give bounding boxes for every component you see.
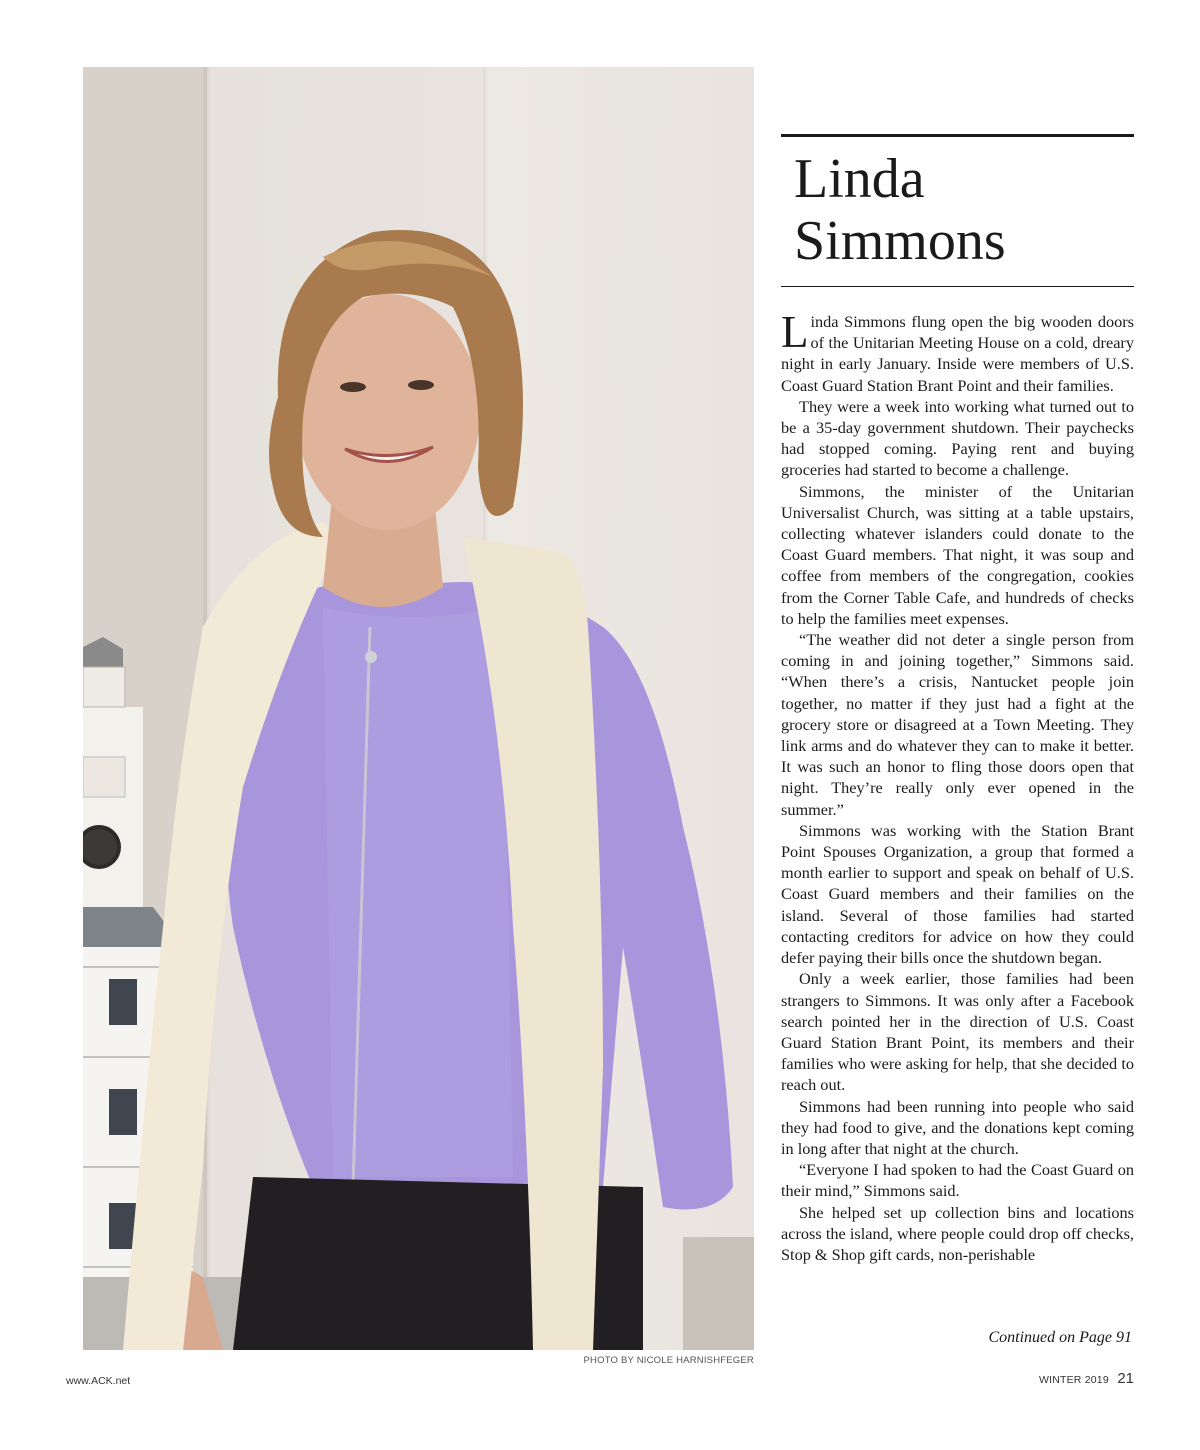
paragraph: They were a week into working what turned out to be a 35-day government shutdown. Their paychecks had stopped coming. Paying rent and buying groceries had started to become a challenge. bbox=[781, 396, 1134, 480]
paragraph: Simmons was working with the Station Brant Point Spouses Organization, a group that formed a month earlier to support and speak on behalf of U.S. Coast Guard members and their families on the island. Several of those families had started contacting creditors for advice on how they could defer paying their bills once the shutdown began. bbox=[781, 820, 1134, 968]
footer-folio bbox=[1039, 1370, 1134, 1388]
figure bbox=[123, 230, 733, 1350]
title-bottom-rule bbox=[781, 286, 1134, 287]
paragraph bbox=[781, 307, 1134, 396]
title-top-rule bbox=[781, 134, 1134, 137]
continued-note: Continued on Page 91 bbox=[988, 1329, 1132, 1346]
paragraph: She helped set up collection bins and locations across the island, where people could drop off checks, Stop & Shop gift cards, non-perishable bbox=[781, 1202, 1134, 1264]
article-body bbox=[781, 307, 1134, 1265]
footer-website: www.ACK.net bbox=[66, 1375, 131, 1387]
article-title bbox=[794, 148, 1134, 272]
paragraph: “Everyone I had spoken to had the Coast Guard on their mind,” Simmons said. bbox=[781, 1160, 1134, 1201]
paragraph: Simmons, the minister of the Unitarian Universalist Church, was sitting at a table upstairs, collecting whatever islanders could donate to the Coast Guard members. That night, it was soup and coffee from members of the congregation, cookies from the Corner Table Cafe, and hundreds of checks to help the families meet expenses. bbox=[781, 481, 1134, 628]
portrait-photo bbox=[83, 67, 754, 1350]
paragraph-text: inda Simmons flung open the big wooden doors of the Unitarian Meeting House on a cold, dreary night in early January. Inside were members of U.S. Coast Guard Station Brant Point and their families. bbox=[781, 312, 1134, 395]
paragraph: Only a week earlier, those families had been strangers to Simmons. It was only after a Facebook search pointed her in the direction of U.S. Coast Guard Station Brant Point, its members and their families who were asking for help, that she decided to reach out. bbox=[781, 969, 1134, 1095]
portrait-illustration bbox=[83, 67, 754, 1350]
title-line-2: Simmons bbox=[794, 210, 1006, 272]
title-line-1: Linda bbox=[794, 148, 925, 210]
photo-credit: PHOTO BY NICOLE HARNISHFEGER bbox=[583, 1355, 754, 1366]
page-number: 21 bbox=[1117, 1370, 1134, 1387]
issue-label: WINTER 2019 bbox=[1038, 1374, 1109, 1386]
paragraph: “The weather did not deter a single person from coming in and joining together,” Simmons said. “When there’s a crisis, Nantucket people join together, no matter if they just had a fight at the grocery store or disagreed at a Town Meeting. They link arms and do whatever they can to make it better. It was such an honor to fling those doors open that night. They’re really only ever opened in the summer.” bbox=[781, 630, 1134, 819]
paragraph: Simmons had been running into people who said they had food to give, and the donations kept coming in long after that night at the church. bbox=[781, 1096, 1134, 1158]
drop-cap: L bbox=[781, 307, 809, 357]
